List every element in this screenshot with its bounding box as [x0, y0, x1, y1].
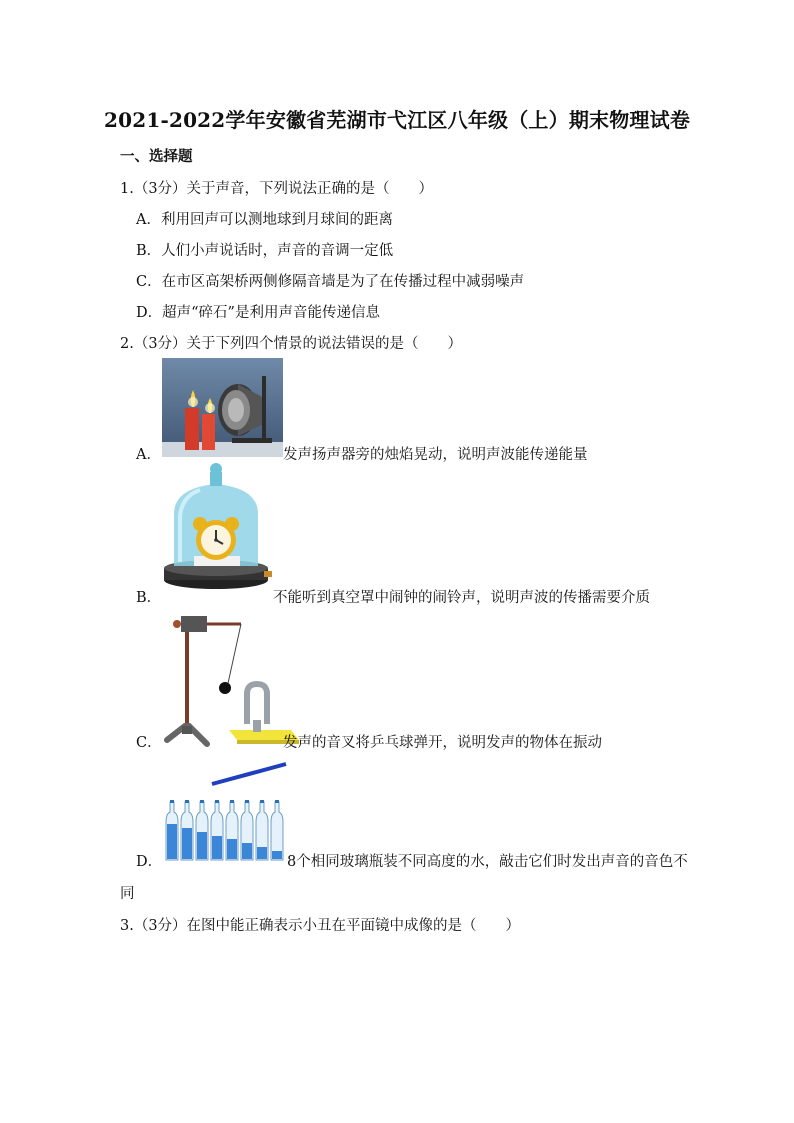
- tuning-fork-pendulum: [163, 612, 299, 748]
- question-1-option-c: C．在市区高架桥两侧修隔音墙是为了在传播过程中减弱噪声: [136, 274, 525, 290]
- question-2-option-d-text-continued: 同: [120, 886, 135, 902]
- question-1-option-a: A．利用回声可以测地球到月球间的距离: [136, 212, 393, 228]
- question-2-option-c-letter: C．: [136, 735, 162, 751]
- question-2-option-a-text: 发声扬声器旁的烛焰晃动，说明声波能传递能量: [283, 447, 588, 463]
- question-1-stem: 1.（3分）关于声音，下列说法正确的是（ ）: [120, 181, 434, 197]
- page-title: 2021-2022学年安徽省芜湖市弋江区八年级（上）期末物理试卷: [103, 108, 691, 132]
- section-heading: 一、选择题: [120, 148, 193, 165]
- question-2-option-c-text: 发声的音叉将乒乓球弹开，说明发声的物体在振动: [283, 735, 602, 751]
- speaker-candles-photo: [162, 358, 283, 457]
- question-3-stem: 3.（3分）在图中能正确表示小丑在平面镜中成像的是（ ）: [120, 918, 521, 934]
- question-1-option-d: D．超声“碎石”是利用声音能传递信息: [136, 305, 380, 321]
- question-2-option-b-letter: B．: [136, 590, 162, 606]
- bell-jar-alarm-clock: [160, 462, 272, 592]
- question-2-option-b-text: 不能听到真空罩中闹钟的闹铃声，说明声波的传播需要介质: [273, 590, 650, 606]
- water-bottles: [162, 758, 288, 866]
- question-2-option-d-text: 8个相同玻璃瓶装不同高度的水，敲击它们时发出声音的音色不: [287, 854, 688, 870]
- question-1-option-b: B．人们小声说话时，声音的音调一定低: [136, 243, 394, 259]
- question-2-stem: 2.（3分）关于下列四个情景的说法错误的是（ ）: [120, 336, 463, 352]
- question-2-option-a-letter: A．: [136, 447, 161, 463]
- question-2-option-d-letter: D．: [136, 854, 163, 870]
